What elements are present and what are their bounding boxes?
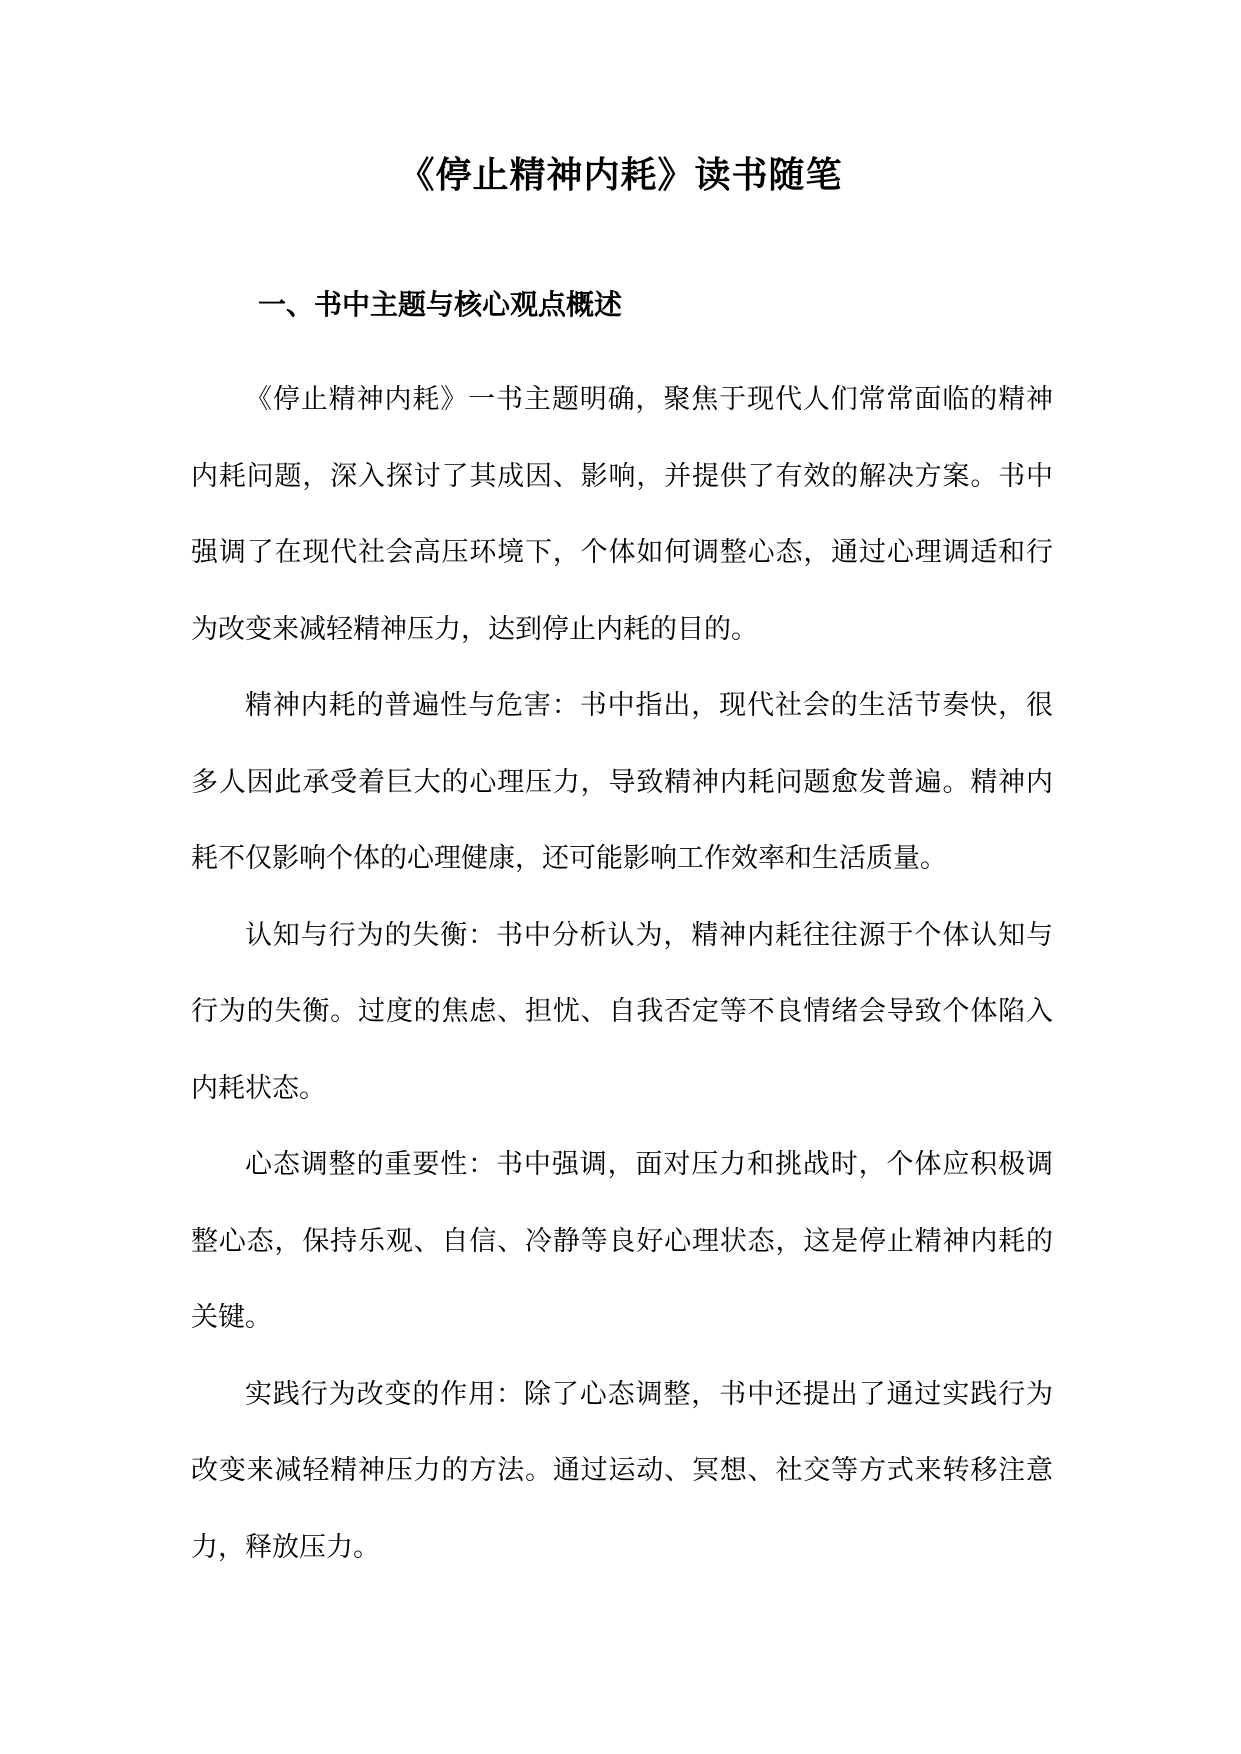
paragraph-cognition: 认知与行为的失衡：书中分析认为，精神内耗往往源于个体认知与行为的失衡。过度的焦虑、担忧、自我否定等不良情绪会导致个体陷入内耗状态。 (191, 919, 1053, 1104)
body-text (191, 362, 1053, 1586)
paragraph-prevalence: 精神内耗的普遍性与危害：书中指出，现代社会的生活节奏快，很多人因此承受着巨大的心理压力，导致精神内耗问题愈发普遍。精神内耗不仅影响个体的心理健康，还可能影响工作效率和生活质量。 (191, 690, 1053, 874)
paragraph-practice: 实践行为改变的作用：除了心态调整，书中还提出了通过实践行为改变来减轻精神压力的方法。通过运动、冥想、社交等方式来转移注意力，释放压力。 (191, 1378, 1053, 1563)
paragraph-overview: 《停止精神内耗》一书主题明确，聚焦于现代人们常常面临的精神内耗问题，深入探讨了其成因、影响，并提供了有效的解决方案。书中强调了在现代社会高压环境下，个体如何调整心态，通过心理调适和行为改变来减轻精神压力，达到停止内耗的目的。 (191, 384, 1053, 645)
document-title: 《停止精神内耗》读书随笔 (398, 155, 843, 196)
section-heading: 一、书中主题与核心观点概述 (258, 288, 623, 321)
paragraph-mindset: 心态调整的重要性：书中强调，面对压力和挑战时，个体应积极调整心态，保持乐观、自信、冷静等良好心理状态，这是停止精神内耗的关键。 (191, 1149, 1053, 1333)
